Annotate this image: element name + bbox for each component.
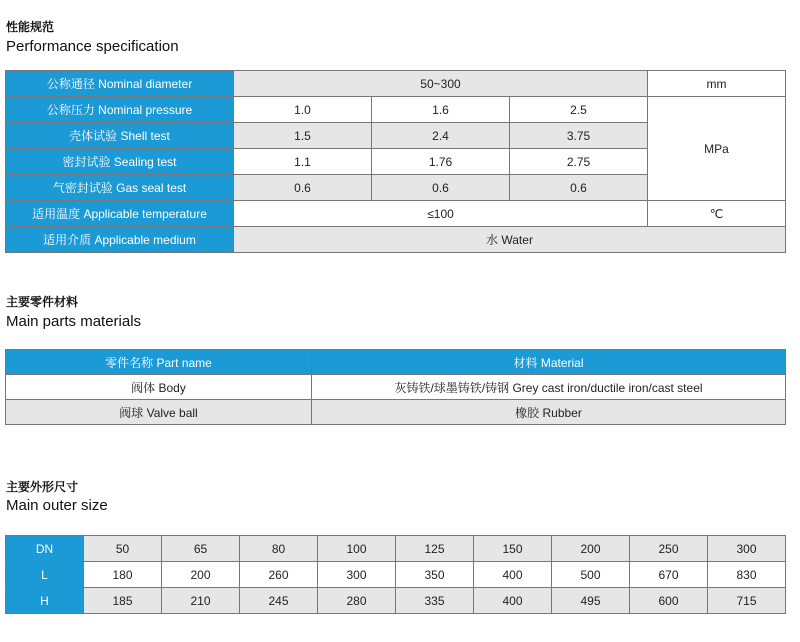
l-value: 500 [552,562,630,588]
l-value: 300 [318,562,396,588]
dn-value: 65 [162,536,240,562]
h-value: 210 [162,588,240,614]
parts-title-en: Main parts materials [6,313,142,330]
row-label-sealing-test: 密封试验 Sealing test [6,149,234,175]
dn-value: 100 [318,536,396,562]
nominal-diameter-unit: mm [648,71,786,97]
table-row [6,400,786,425]
temperature-value: ≤100 [234,201,648,227]
sealing-test-value: 2.75 [510,149,648,175]
nominal-diameter-value: 50~300 [234,71,648,97]
gas-seal-test-value: 0.6 [372,175,510,201]
performance-title-cn: 性能规范 [6,20,55,34]
dn-value: 250 [630,536,708,562]
dn-value: 200 [552,536,630,562]
l-value: 180 [84,562,162,588]
row-label-nominal-pressure: 公称压力 Nominal pressure [6,97,234,123]
dn-value: 150 [474,536,552,562]
h-value: 280 [318,588,396,614]
part-material: 橡胶 Rubber [312,400,786,425]
shell-test-value: 3.75 [510,123,648,149]
row-label-shell-test: 壳体试验 Shell test [6,123,234,149]
l-value: 350 [396,562,474,588]
h-value: 245 [240,588,318,614]
nominal-pressure-value: 1.0 [234,97,372,123]
part-name: 阀体 Body [6,375,312,400]
l-value: 200 [162,562,240,588]
size-table [5,535,786,614]
table-row [6,536,786,562]
h-value: 335 [396,588,474,614]
row-label-h: H [6,588,84,614]
sealing-test-value: 1.76 [372,149,510,175]
row-label-medium: 适用介质 Applicable medium [6,227,234,253]
h-value: 185 [84,588,162,614]
table-row [6,375,786,400]
table-row [6,588,786,614]
size-title-cn: 主要外形尺寸 [6,480,79,494]
dn-value: 125 [396,536,474,562]
l-value: 260 [240,562,318,588]
row-label-dn: DN [6,536,84,562]
table-row [6,562,786,588]
column-header-part: 零件名称 Part name [6,350,312,375]
dn-value: 80 [240,536,318,562]
gas-seal-test-value: 0.6 [234,175,372,201]
parts-table [5,349,786,425]
dn-value: 300 [708,536,786,562]
table-header-row [6,350,786,375]
column-header-material: 材料 Material [312,350,786,375]
shell-test-value: 1.5 [234,123,372,149]
shell-test-value: 2.4 [372,123,510,149]
size-title-en: Main outer size [6,497,108,514]
nominal-pressure-value: 2.5 [510,97,648,123]
part-material: 灰铸铁/球墨铸铁/铸钢 Grey cast iron/ductile iron/cast steel [312,375,786,400]
parts-title-cn: 主要零件材料 [6,295,79,309]
table-row [6,71,786,97]
table-row [6,97,786,123]
row-label-l: L [6,562,84,588]
performance-title-en: Performance specification [6,38,179,55]
sealing-test-value: 1.1 [234,149,372,175]
table-row [6,227,786,253]
table-row [6,201,786,227]
l-value: 670 [630,562,708,588]
temperature-unit: ℃ [648,201,786,227]
row-label-gas-seal-test: 气密封试验 Gas seal test [6,175,234,201]
h-value: 400 [474,588,552,614]
dn-value: 50 [84,536,162,562]
l-value: 400 [474,562,552,588]
part-name: 阀球 Valve ball [6,400,312,425]
h-value: 600 [630,588,708,614]
row-label-nominal-diameter: 公称通径 Nominal diameter [6,71,234,97]
h-value: 495 [552,588,630,614]
h-value: 715 [708,588,786,614]
nominal-pressure-value: 1.6 [372,97,510,123]
gas-seal-test-value: 0.6 [510,175,648,201]
pressure-unit: MPa [648,97,786,201]
performance-table [5,70,786,253]
medium-value: 水 Water [234,227,786,253]
l-value: 830 [708,562,786,588]
row-label-temperature: 适用温度 Applicable temperature [6,201,234,227]
